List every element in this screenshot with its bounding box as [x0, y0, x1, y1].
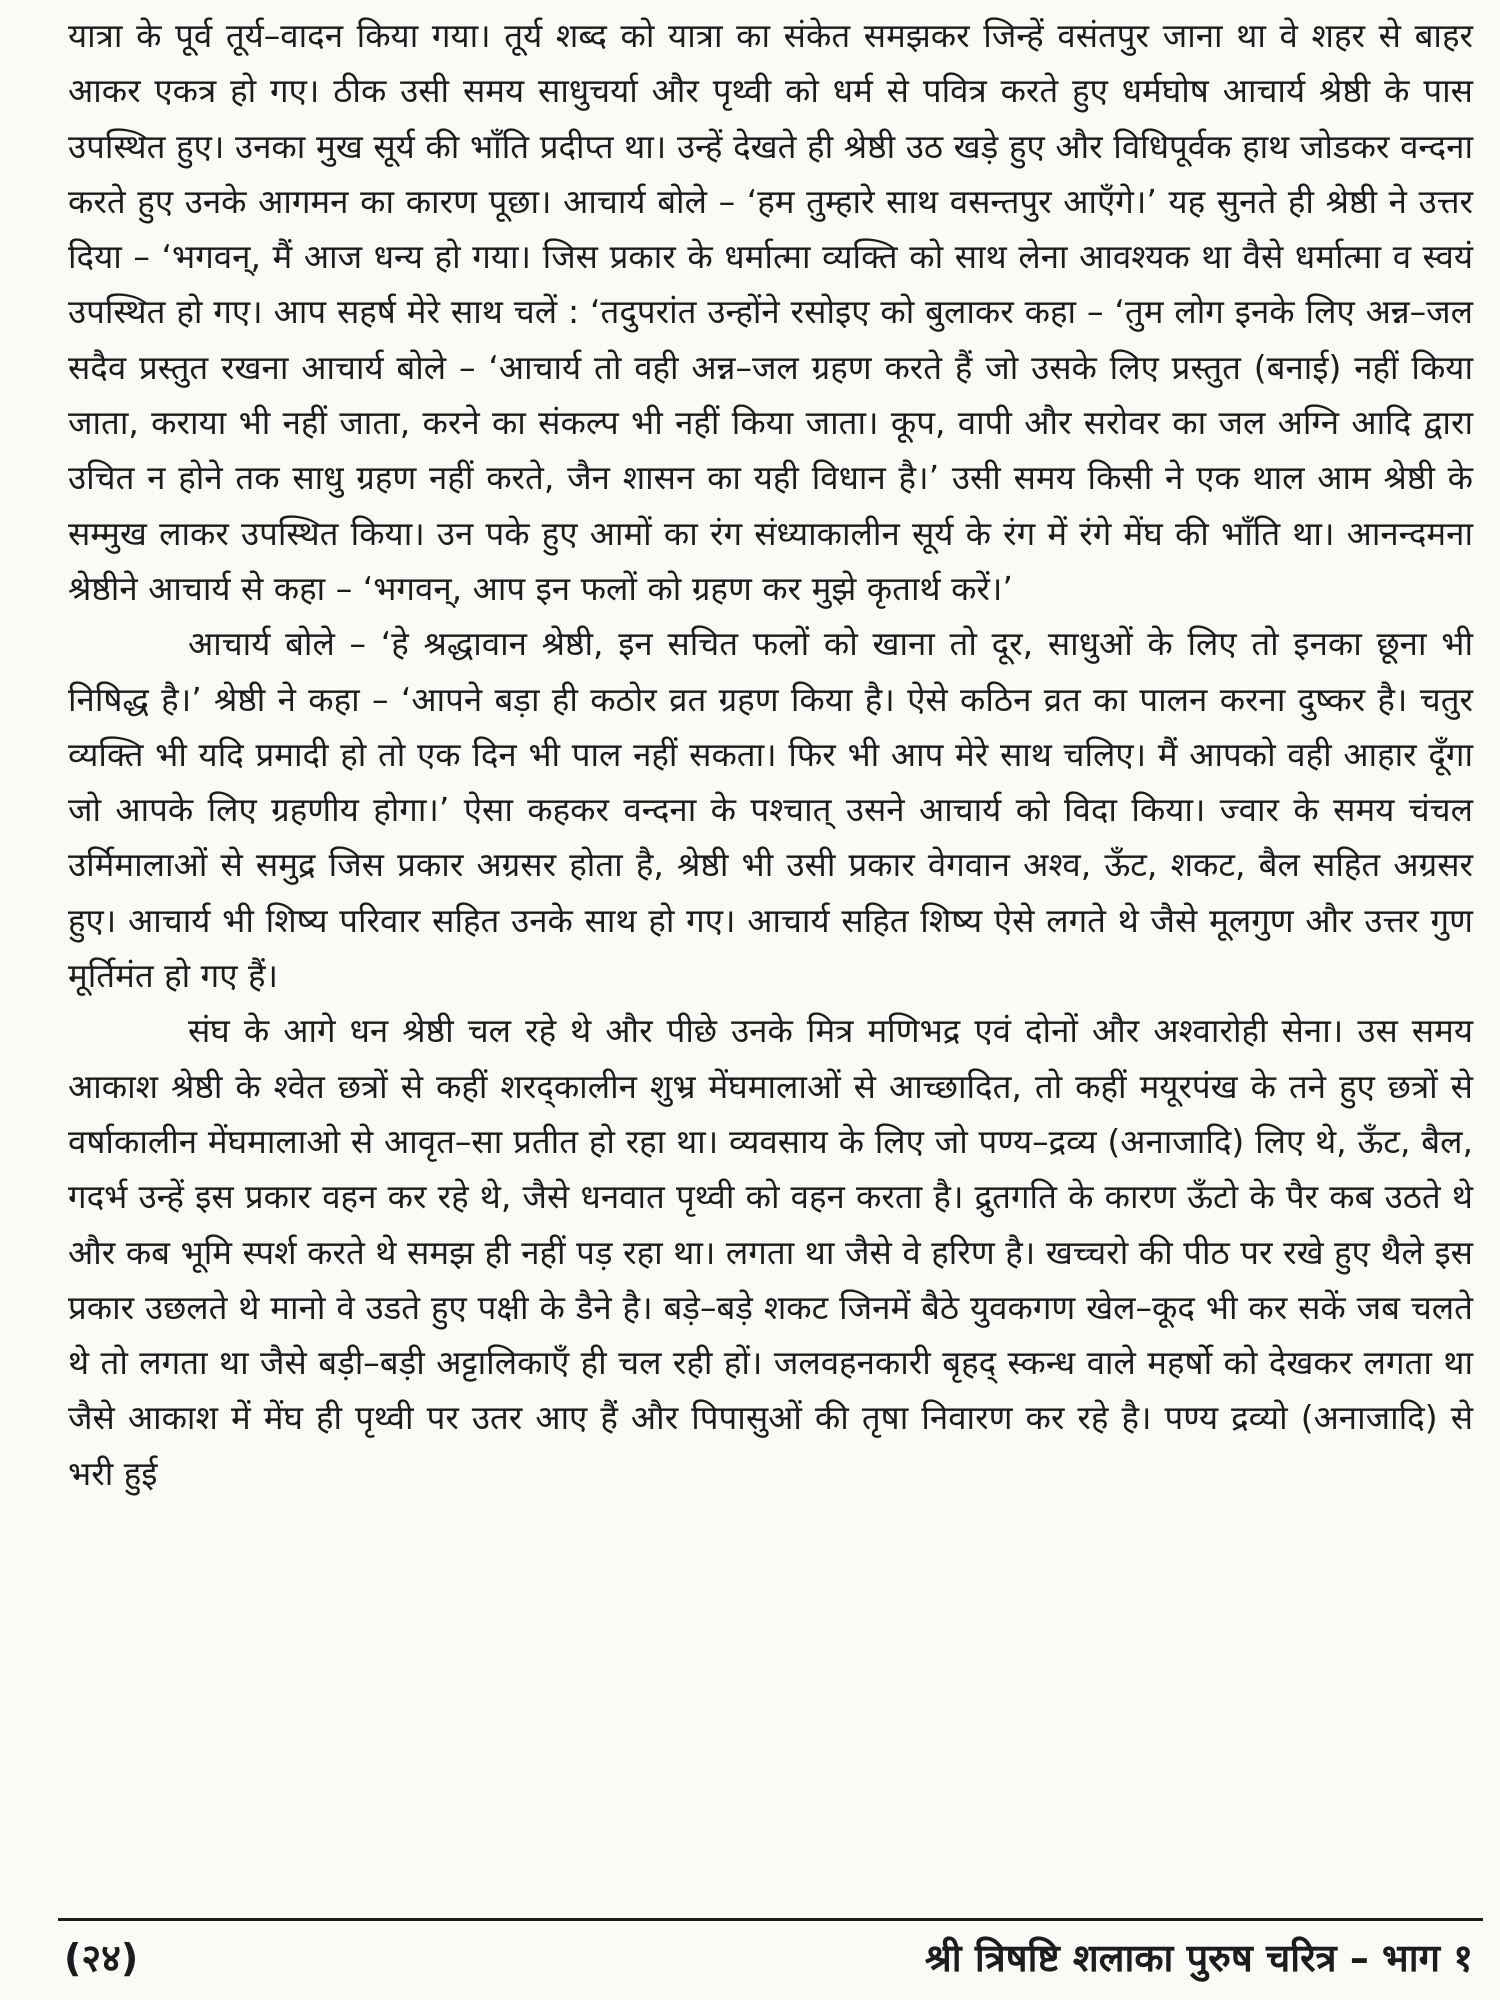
paragraph-1: यात्रा के पूर्व तूर्य–वादन किया गया। तूर्य शब्द को यात्रा का संकेत समझकर जिन्हें वसंतपुर जाना था वे शहर से बाहर आकर एकत्र हो गए। ठीक उसी समय साधुचर्या और पृथ्वी को धर्म से पवित्र करते हुए धर्मघोष आचार्य श्रेष्ठी के पास उपस्थित हुए। उनका मुख सूर्य की भाँति प्रदीप्त था। उन्हें देखते ही श्रेष्ठी उठ खड़े हुए और विधिपूर्वक हाथ जोडकर वन्दना करते हुए उनके आगमन का कारण पूछा। आचार्य बोले – ‘हम तुम्हारे साथ वसन्तपुर आएँगे।’ यह सुनते ही श्रेष्ठी ने उत्तर दिया – ‘भगवन्, मैं आज धन्य हो गया। जिस प्रकार के धर्मात्मा व्यक्ति को साथ लेना आवश्यक था वैसे धर्मात्मा व स्वयं उपस्थित हो गए। आप सहर्ष मेरे साथ चलें : ‘तदुपरांत उन्होंने रसोइए को बुलाकर कहा – ‘तुम लोग इनके लिए अन्न–जल सदैव प्रस्तुत रखना आचार्य बोले – ‘आचार्य तो वही अन्न–जल ग्रहण करते हैं जो उसके लिए प्रस्तुत (बनाई) नहीं किया जाता, कराया भी नहीं जाता, करने का संकल्प भी नहीं किया जाता। कूप, वापी और सरोवर का जल अग्नि आदि द्वारा उचित न होने तक साधु ग्रहण नहीं करते, जैन शासन का यही विधान है।’ उसी समय किसी ने एक थाल आम श्रेष्ठी के सम्मुख लाकर उपस्थित किया। उन पके हुए आमों का रंग संध्याकालीन सूर्य के रंग में रंगे मेंघ की भाँति था। आनन्दमना श्रेष्ठीने आचार्य से कहा – ‘भगवन्, आप इन फलों को ग्रहण कर मुझे कृतार्थ करें।’ [68, 16, 1473, 608]
footer-rule [58, 1918, 1483, 1921]
book-title: श्री त्रिषष्टि शलाका पुरुष चरित्र – भाग १ [924, 1936, 1473, 1980]
page-number: (२४) [64, 1936, 139, 1980]
page-footer [58, 1922, 1483, 1992]
paragraph-3: संघ के आगे धन श्रेष्ठी चल रहे थे और पीछे उनके मित्र मणिभद्र एवं दोनों और अश्वारोही सेना। उस समय आकाश श्रेष्ठी के श्वेत छत्रों से कहीं शरद्‌कालीन शुभ्र मेंघमालाओं से आच्छादित, तो कहीं मयूरपंख के तने हुए छत्रों से वर्षाकालीन मेंघमालाओ से आवृत–सा प्रतीत हो रहा था। व्यवसाय के लिए जो पण्य–द्रव्य (अनाजादि) लिए थे, ऊँट, बैल, गदर्भ उन्हें इस प्रकार वहन कर रहे थे, जैसे धनवात पृथ्वी को वहन करता है। द्रुतगति के कारण ऊँटो के पैर कब उठते थे और कब भूमि स्पर्श करते थे समझ ही नहीं पड़ रहा था। लगता था जैसे वे हरिण है। खच्चरो की पीठ पर रखे हुए थैले इस प्रकार उछलते थे मानो वे उडते हुए पक्षी के डैने है। बड़े–बड़े शकट जिनमें बैठे युवकगण खेल–कूद भी कर सकें जब चलते थे तो लगता था जैसे बड़ी–बड़ी अट्टालिकाएँ ही चल रही हों। जलवहनकारी बृहद् स्कन्ध वाले महर्षो को देखकर लगता था जैसे आकाश में मेंघ ही पृथ्वी पर उतर आए हैं और पिपासुओं की तृषा निवारण कर रहे है। पण्य द्रव्यो (अनाजादि) से भरी हुई [68, 1011, 1473, 1493]
paragraph-2: आचार्य बोले – ‘हे श्रद्धावान श्रेष्ठी, इन सचित फलों को खाना तो दूर, साधुओं के लिए तो इनका छूना भी निषिद्ध है।’ श्रेष्ठी ने कहा – ‘आपने बड़ा ही कठोर व्रत ग्रहण किया है। ऐसे कठिन व्रत का पालन करना दुष्कर है। चतुर व्यक्ति भी यदि प्रमादी हो तो एक दिन भी पाल नहीं सकता। फिर भी आप मेरे साथ चलिए। मैं आपको वही आहार दूँगा जो आपके लिए ग्रहणीय होगा।’ ऐसा कहकर वन्दना के पश्चात् उसने आचार्य को विदा किया। ज्वार के समय चंचल उर्मिमालाओं से समुद्र जिस प्रकार अग्रसर होता है, श्रेष्ठी भी उसी प्रकार वेगवान अश्व, ऊँट, शकट, बैल सहित अग्रसर हुए। आचार्य भी शिष्य परिवार सहित उनके साथ हो गए। आचार्य सहित शिष्य ऐसे लगते थे जैसे मूलगुण और उत्तर गुण मूर्तिमंत हो गए हैं। [68, 624, 1473, 996]
body-text [68, 8, 1473, 1501]
